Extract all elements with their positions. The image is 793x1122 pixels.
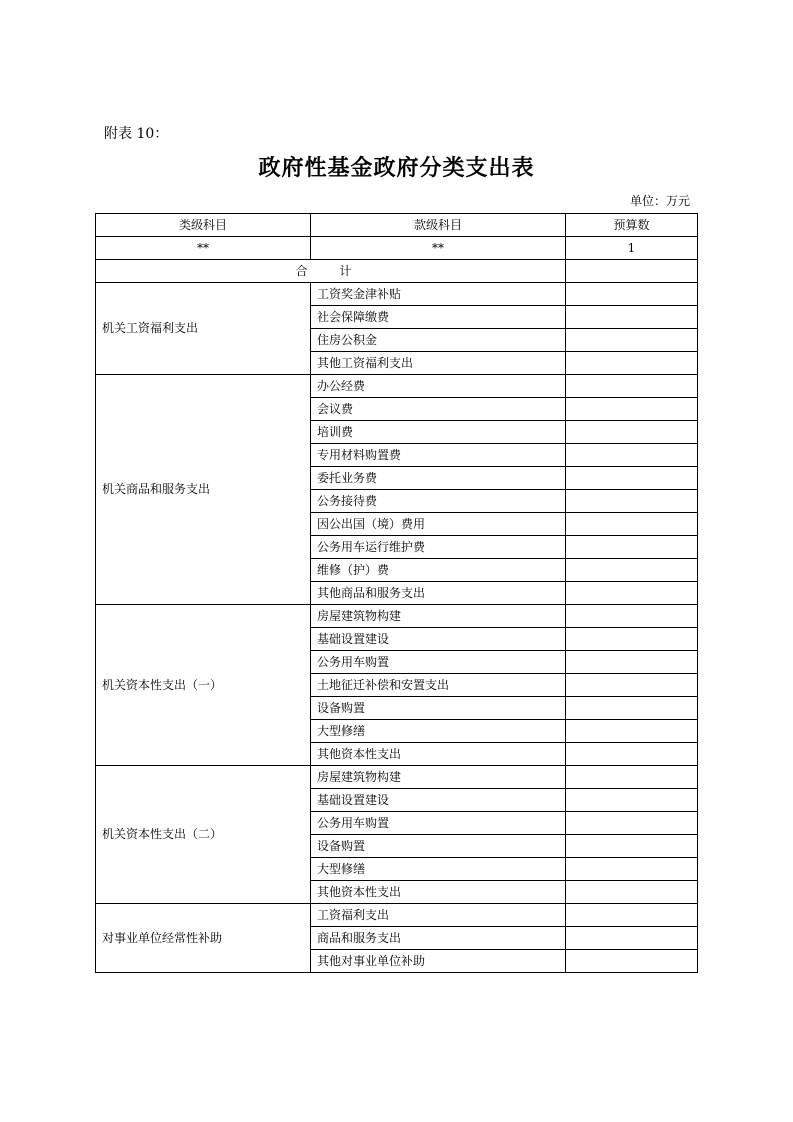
budget-cell (566, 812, 698, 835)
budget-cell (566, 444, 698, 467)
item-cell: 土地征迁补偿和安置支出 (311, 674, 566, 697)
budget-cell (566, 950, 698, 973)
table-row (96, 283, 698, 306)
item-cell: 住房公积金 (311, 329, 566, 352)
item-cell: 专用材料购置费 (311, 444, 566, 467)
category-cell: 机关资本性支出（一） (96, 605, 311, 766)
code-cell: ** (311, 237, 566, 260)
item-cell: 公务接待费 (311, 490, 566, 513)
page-title: 政府性基金政府分类支出表 (258, 155, 535, 181)
budget-cell (566, 697, 698, 720)
item-cell: 公务用车购置 (311, 812, 566, 835)
item-cell: 房屋建筑物构建 (311, 605, 566, 628)
item-cell: 培训费 (311, 421, 566, 444)
budget-cell (566, 582, 698, 605)
budget-cell (566, 835, 698, 858)
item-cell: 基础设置建设 (311, 628, 566, 651)
budget-cell (566, 858, 698, 881)
budget-cell (566, 881, 698, 904)
item-cell: 工资奖金津补贴 (311, 283, 566, 306)
item-cell: 公务用车运行维护费 (311, 536, 566, 559)
item-cell: 房屋建筑物构建 (311, 766, 566, 789)
item-cell: 会议费 (311, 398, 566, 421)
budget-cell (566, 720, 698, 743)
table-row (96, 766, 698, 789)
budget-cell (566, 375, 698, 398)
item-cell: 设备购置 (311, 835, 566, 858)
budget-cell (566, 743, 698, 766)
category-cell: 机关资本性支出（二） (96, 766, 311, 904)
category-cell: 机关商品和服务支出 (96, 375, 311, 605)
item-cell: 工资福利支出 (311, 904, 566, 927)
header-row (96, 214, 698, 237)
item-cell: 委托业务费 (311, 467, 566, 490)
expenditure-table (95, 213, 698, 973)
item-cell: 设备购置 (311, 697, 566, 720)
total-row (96, 260, 698, 283)
item-cell: 其他资本性支出 (311, 881, 566, 904)
code-cell: ** (96, 237, 311, 260)
item-cell: 大型修缮 (311, 858, 566, 881)
budget-cell (566, 398, 698, 421)
budget-cell (566, 674, 698, 697)
category-cell: 机关工资福利支出 (96, 283, 311, 375)
item-cell: 其他资本性支出 (311, 743, 566, 766)
item-cell: 其他商品和服务支出 (311, 582, 566, 605)
item-cell: 社会保障缴费 (311, 306, 566, 329)
budget-cell (566, 628, 698, 651)
budget-cell (566, 559, 698, 582)
budget-cell (566, 904, 698, 927)
budget-cell (566, 789, 698, 812)
item-cell: 商品和服务支出 (311, 927, 566, 950)
header-budget: 预算数 (566, 214, 698, 237)
total-value (566, 260, 698, 283)
code-cell: 1 (566, 237, 698, 260)
item-cell: 其他工资福利支出 (311, 352, 566, 375)
budget-cell (566, 329, 698, 352)
code-row (96, 237, 698, 260)
budget-cell (566, 421, 698, 444)
total-label: 合 计 (96, 260, 566, 283)
item-cell: 其他对事业单位补助 (311, 950, 566, 973)
header-item: 款级科目 (311, 214, 566, 237)
budget-cell (566, 536, 698, 559)
budget-cell (566, 283, 698, 306)
table-row (96, 605, 698, 628)
item-cell: 大型修缮 (311, 720, 566, 743)
attachment-label: 附表 10： (104, 126, 169, 142)
budget-cell (566, 490, 698, 513)
budget-cell (566, 605, 698, 628)
table-row (96, 904, 698, 927)
budget-cell (566, 306, 698, 329)
table-row (96, 375, 698, 398)
budget-cell (566, 927, 698, 950)
unit-label: 单位：万元 (629, 194, 690, 208)
item-cell: 维修（护）费 (311, 559, 566, 582)
category-cell: 对事业单位经常性补助 (96, 904, 311, 973)
budget-cell (566, 467, 698, 490)
item-cell: 办公经费 (311, 375, 566, 398)
item-cell: 基础设置建设 (311, 789, 566, 812)
budget-cell (566, 766, 698, 789)
budget-cell (566, 651, 698, 674)
budget-cell (566, 513, 698, 536)
budget-cell (566, 352, 698, 375)
header-category: 类级科目 (96, 214, 311, 237)
item-cell: 公务用车购置 (311, 651, 566, 674)
item-cell: 因公出国（境）费用 (311, 513, 566, 536)
